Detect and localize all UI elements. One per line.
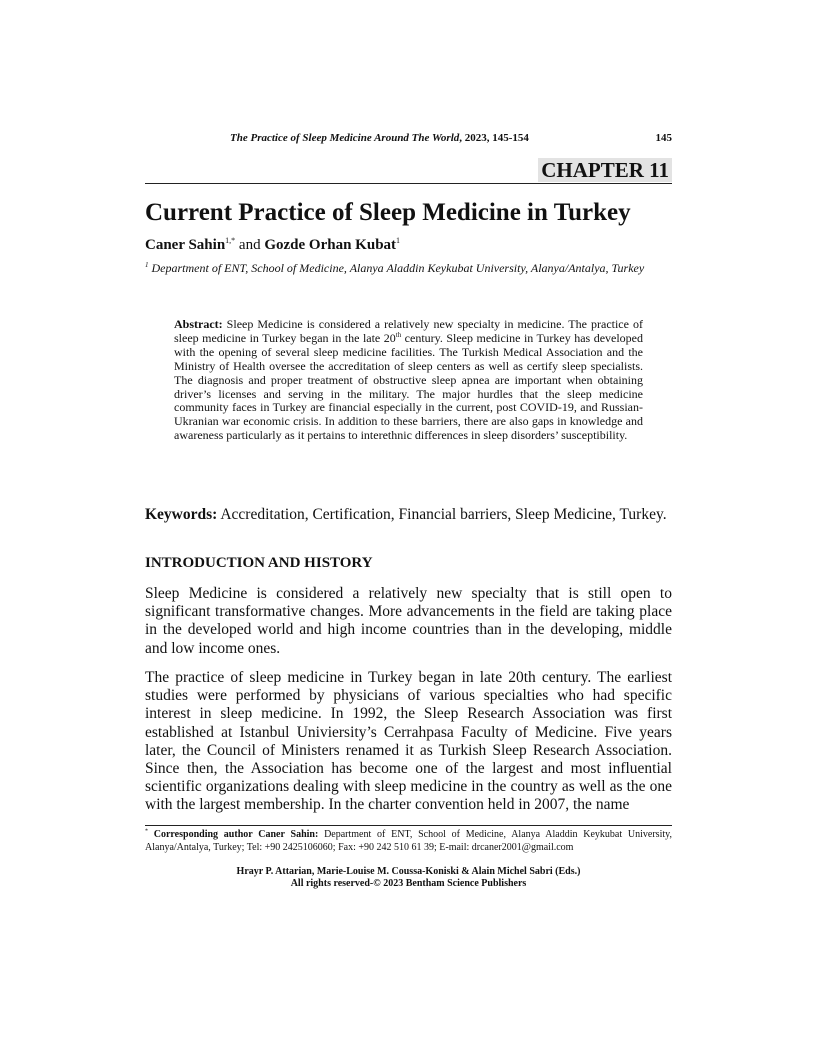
author-affiliation-mark: 1,* bbox=[225, 236, 236, 245]
author-name: Caner Sahin bbox=[145, 237, 226, 253]
chapter-label: CHAPTER 11 bbox=[538, 158, 672, 182]
author-name: Gozde Orhan Kubat bbox=[264, 237, 397, 253]
page-number: 145 bbox=[655, 132, 672, 144]
author-connector: and bbox=[235, 237, 265, 253]
footnote-mark: * bbox=[145, 828, 148, 835]
abstract-superscript: th bbox=[395, 330, 402, 339]
abstract bbox=[174, 318, 643, 443]
keywords-label: Keywords: bbox=[145, 506, 218, 523]
header-rule bbox=[145, 183, 672, 184]
running-header bbox=[230, 132, 672, 144]
editors-line: Hrayr P. Attarian, Marie-Louise M. Coussa-Koniski & Alain Michel Sabri (Eds.) bbox=[236, 866, 581, 877]
article-title: Current Practice of Sleep Medicine in Turkey bbox=[145, 199, 631, 226]
affiliation bbox=[145, 260, 672, 276]
abstract-text: century. Sleep medicine in Turkey has developed with the opening of several sleep medicine facilities. The Turkish Medical Association and the Ministry of Health oversee the accreditation of sleep centers as well as certify sleep specialists. The diagnosis and proper treatment of obstructive sleep apnea are important when obtaining driver’s licenses and serving in the military. The major hurdles that the sleep medicine community faces in Turkey are financial especially in the current, post COVID-19, and Russian-Ukranian war economic crisis. In addition to these barriers, there are also gaps in knowledge and awareness particularly as it pertains to interethnic differences in sleep disorders’ susceptibility. bbox=[174, 330, 644, 443]
rights-line: All rights reserved-© 2023 Bentham Science Publishers bbox=[290, 878, 527, 889]
journal-title: The Practice of Sleep Medicine Around The World bbox=[230, 132, 460, 144]
abstract-text: Sleep Medicine is considered a relatively new specialty in medicine. The practice of sleep medicine in Turkey began in the late 20 bbox=[174, 317, 643, 345]
keywords-text: Accreditation, Certification, Financial barriers, Sleep Medicine, Turkey. bbox=[217, 506, 667, 523]
abstract-label: Abstract: bbox=[174, 317, 223, 331]
footnote-text: Department of ENT, School of Medicine, Alanya Aladdin Keykubat University, Alanya/Antalya, Turkey; Tel: +90 2425106060; Fax: +90 242 510 61 39; E-mail: drcaner2001@gmail.com bbox=[145, 829, 672, 853]
section-heading: INTRODUCTION AND HISTORY bbox=[145, 555, 373, 571]
affiliation-text: Department of ENT, School of Medicine, Alanya Aladdin Keykubat University, Alanya/Antalya, Turkey bbox=[148, 261, 645, 275]
affiliation-mark: 1 bbox=[145, 261, 149, 269]
footnote-label: Corresponding author Caner Sahin: bbox=[148, 829, 319, 840]
journal-citation: , 2023, 145-154 bbox=[459, 132, 529, 144]
footnote bbox=[145, 829, 672, 854]
keywords bbox=[145, 506, 672, 524]
author-list bbox=[145, 236, 400, 254]
publisher-info bbox=[145, 866, 672, 890]
body-paragraph: Sleep Medicine is considered a relatively new specialty that is still open to significant transformative changes. More advancements in the field are taking place in the developed world and high income countries than in the developing, middle and low income ones. bbox=[145, 585, 672, 657]
author-affiliation-mark: 1 bbox=[396, 236, 401, 245]
body-paragraph: The practice of sleep medicine in Turkey began in late 20th century. The earliest studies were performed by physicians of various specialties who had specific interest in sleep medicine. In 1992, the Sleep Research Association was first established at Istanbul Univiersity’s Cerrahpasa Faculty of Medicine. Five years later, the Council of Ministers renamed it as Turkish Sleep Research Association. Since then, the Association has become one of the largest and most influential scientific organizations dealing with sleep medicine in the country as well as the one with the largest membership. In the charter convention held in 2007, the name bbox=[145, 669, 672, 814]
footnote-rule bbox=[145, 825, 672, 826]
